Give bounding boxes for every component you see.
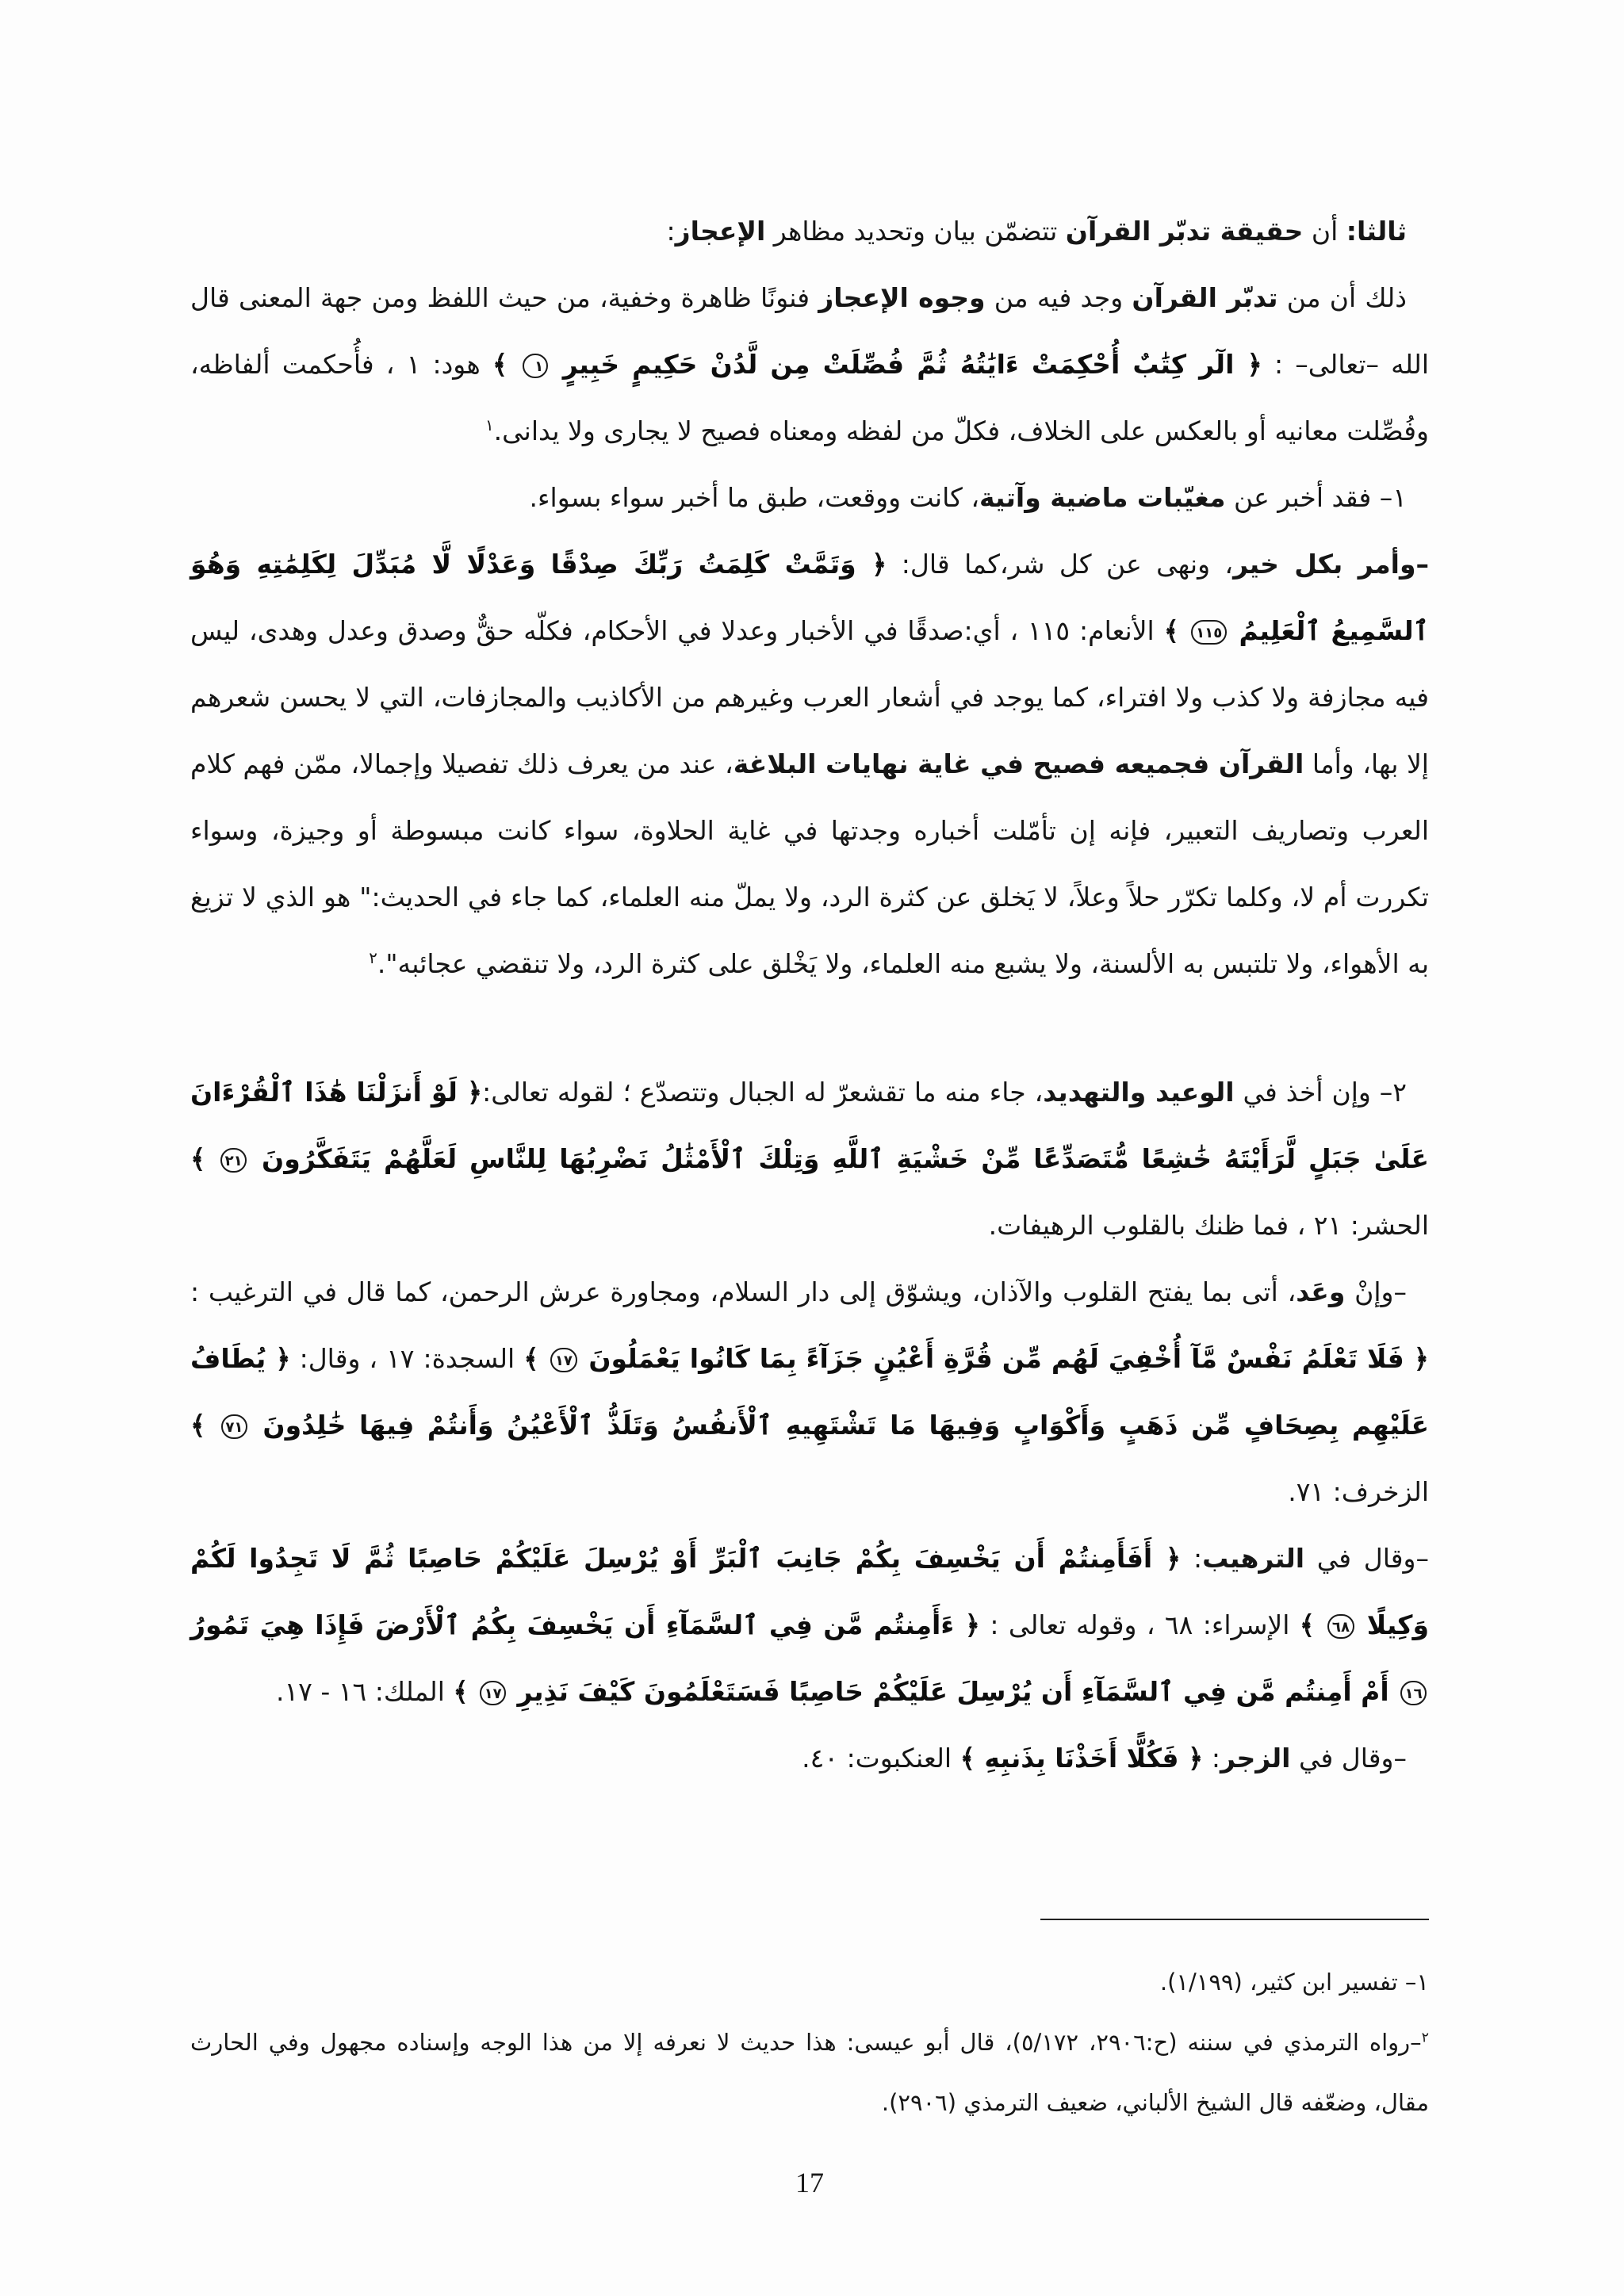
ayah-number-marker: ١١٥ xyxy=(1191,620,1226,645)
warning-paragraph xyxy=(190,1525,1429,1725)
quran-verse-text: ﴿ أَفَأَمِنتُمْ أَن يَخْسِفَ بِكُمْ جَانِبَ ٱلْبَرِّ أَوْ يُرْسِلَ عَلَيْكُمْ حَاصِبًا ثُمَّ لَا تَجِدُوا لَكُمْ وَكِيلًا xyxy=(190,1543,1429,1640)
body-text-run: ، ونهى عن كل شر،كما قال: xyxy=(887,549,1234,580)
quran-verse-text: أَمْ أَمِنتُم مَّن فِي ٱلسَّمَآءِ أَن يُرْسِلَ عَلَيْكُمْ حَاصِبًا فَسَتَعْلَمُونَ كَيْفَ نَذِيرِ xyxy=(508,1676,1399,1707)
ayah-number-marker: ١ xyxy=(523,354,548,379)
ayah-number-marker: ١٧ xyxy=(480,1681,506,1706)
body-text-run: ، عند من يعرف ذلك تفصيلا وإجمالا، ممّن فهم كلام العرب وتصاريف التعبير، فإنه إن تأمّلت أخباره وجدتها في غاية الحلاوة، سواء كانت مبسوطة أو وجيزة، وسواء تكررت أم لا، وكلما تكرّر حلاً وعلاً، لا يَخلق عن كثرة الرد، ولا يملّ منه العلماء، كما جاء في الحديث:" هو الذي لا تزيغ به الأهواء، ولا تلتبس به الألسنة، ولا يشبع منه العلماء، ولا يَخْلق على كثرة الرد، ولا تنقضي عجائبه". xyxy=(190,748,1429,979)
body-text-run: الملك: ١٦ - ١٧. xyxy=(275,1676,454,1707)
body-text-run: –وإنْ xyxy=(1345,1276,1407,1307)
body-text-run: –وقال في xyxy=(1290,1743,1407,1774)
promise-paragraph xyxy=(190,1259,1429,1525)
body-text-run: فنونًا ظاهرة وخفية، من حيث اللفظ ومن جهة المعنى قال الله –تعالى– : xyxy=(190,282,1429,380)
section-heading xyxy=(190,198,1429,265)
footnote-reference-marker: ٢ xyxy=(369,949,377,967)
body-text-run: : xyxy=(1203,1743,1220,1774)
emphasized-text: وعَد xyxy=(1296,1276,1346,1307)
emphasized-text: وجوه الإعجاز xyxy=(818,282,986,313)
quran-verse-text: ﴾ xyxy=(523,1343,549,1374)
body-text-run: : xyxy=(1181,1543,1203,1574)
quran-verse-text: ﴿ ءَأَمِنتُم مَّن فِي ٱلسَّمَآءِ أَن يَخْسِفَ بِكُمُ ٱلْأَرْضَ فَإِذَا هِيَ تَمُورُ xyxy=(190,1609,980,1640)
body-text-run: ١– فقد أخبر عن xyxy=(1225,482,1407,513)
body-text-run: تتضمّن بيان وتحديد مظاهر xyxy=(765,216,1066,247)
footnote-separator xyxy=(1040,1919,1429,1920)
body-text-run: الزخرف: ٧١. xyxy=(1288,1476,1429,1507)
emphasized-text: الإعجاز xyxy=(675,216,766,247)
point-1-paragraph xyxy=(190,465,1429,531)
body-text-run: الأنعام: ١١٥ ، أي:صدقًا في الأخبار وعدلا في الأحكام، فكلّه حقٌّ وصدق وعدل وهدى، ليس فيه مجازفة ولا كذب ولا افتراء، كما يوجد في أشعار العرب وغيرهم من الأكاذيب والمجازفات، التي لا يحسن شعرهم إلا بها، وأما xyxy=(190,615,1429,779)
emphasized-text: الترهيب xyxy=(1202,1543,1305,1574)
emphasized-text: مغيّبات ماضية وآتية xyxy=(979,482,1226,513)
emphasized-text: القرآن فجميعه فصيح في غاية نهايات البلاغة xyxy=(733,748,1304,779)
emphasized-text: تدبّر القرآن xyxy=(1132,282,1278,313)
footnote-reference-marker: ١ xyxy=(485,416,494,434)
body-text-run: ، جاء منه ما تقشعرّ له الجبال وتتصدّع ؛ لقوله تعالى: xyxy=(482,1077,1044,1108)
quran-verse-text: ﴾ xyxy=(1299,1609,1326,1640)
quran-verse-text: ﴿ فَلَا تَعْلَمُ نَفْسٌ مَّآ أُخْفِيَ لَهُم مِّن قُرَّةِ أَعْيُنٍ جَزَآءً بِمَا كَانُوا يَعْمَلُونَ xyxy=(579,1343,1430,1374)
footnotes-section xyxy=(190,1919,1429,2133)
quran-verse-text: ﴾ xyxy=(492,349,521,380)
body-text-run: ، أتى بما يفتح القلوب والآذان، ويشوّق إلى دار السلام، ومجاورة عرش الرحمن، كما قال في الترغيب : xyxy=(190,1276,1297,1307)
quran-verse-text: ﴾ xyxy=(453,1676,478,1707)
emphasized-text: الوعيد والتهديد xyxy=(1043,1077,1235,1108)
footnote-reference-marker: ٢ xyxy=(1421,2030,1430,2046)
quran-verse-text: ﴾ xyxy=(190,1410,219,1441)
quran-verse-text: ﴿ الٓر كِتَٰبٌ أُحْكِمَتْ ءَايَٰتُهُ ثُمَّ فُصِّلَتْ مِن لَّدُنْ حَكِيمٍ خَبِيرٍ xyxy=(550,349,1262,380)
body-text-run: ذلك أن من xyxy=(1277,282,1407,313)
main-body xyxy=(190,198,1429,1792)
body-text-run: ١– تفسير ابن كثير، (١/١٩٩). xyxy=(1159,1969,1429,1996)
quran-verse-text: ﴿ فَكُلًّا أَخَذْنَا بِذَنبِهِ ﴾ xyxy=(959,1743,1204,1774)
ayah-number-marker: ٧١ xyxy=(221,1414,247,1440)
body-text-run: العنكبوت: ٤٠. xyxy=(802,1743,960,1774)
ayah-number-marker: ١٦ xyxy=(1400,1681,1427,1706)
body-text-run: أن xyxy=(1303,216,1346,247)
point-2-paragraph xyxy=(190,1059,1429,1259)
body-text-run: –رواه الترمذي في سننه (ح:٢٩٠٦، ٥/١٧٢)، قال أبو عيسى: هذا حديث لا نعرفه إلا من هذا الوجه وإسناده مجهول وفي الحارث مقال، وضعّفه قال الشيخ الألباني، ضعيف الترمذي (٢٩٠٦). xyxy=(190,2029,1429,2116)
emphasized-text: الزجر xyxy=(1220,1743,1291,1774)
quran-verse-text: ﴾ xyxy=(190,1143,219,1174)
footnote-1 xyxy=(190,1952,1429,2012)
body-text-run: الإسراء: ٦٨ ، وقوله تعالى : xyxy=(979,1609,1300,1640)
body-text-run: وجد فيه من xyxy=(985,282,1132,313)
page-number: 17 xyxy=(795,2167,824,2198)
point-1-detail-paragraph xyxy=(190,531,1429,997)
quran-verse-text: ﴿ لَوْ أَنزَلْنَا هَٰذَا ٱلْقُرْءَانَ عَلَىٰ جَبَلٍ لَّرَأَيْتَهُ خَٰشِعًا مُّتَصَدِّعًا مِّنْ خَشْيَةِ ٱللَّهِ وَتِلْكَ ٱلْأَمْثَٰلُ نَضْرِبُهَا لِلنَّاسِ لَعَلَّهُمْ يَتَفَكَّرُونَ xyxy=(190,1077,1429,1174)
ayah-number-marker: ١٧ xyxy=(550,1348,576,1373)
quran-verse-text: ﴿ وَتَمَّتْ كَلِمَتُ رَبِّكَ صِدْقًا وَعَدْلًا لَّا مُبَدِّلَ لِكَلِمَٰتِهِ وَهُوَ ٱلسَّمِيعُ ٱلْعَلِيمُ xyxy=(190,549,1429,646)
body-text-run: هود: ١ ، فأُحكمت ألفاظه، وفُصِّلت معانيه أو بالعكس على الخلاف، فكلّ من لفظه ومعناه فصيح لا يجارى ولا يدانى. xyxy=(190,349,1429,446)
ayah-number-marker: ٢١ xyxy=(220,1148,247,1173)
body-text-run: الحشر: ٢١ ، فما ظنك بالقلوب الرهيفات. xyxy=(988,1210,1429,1241)
body-text-run: : xyxy=(666,216,676,247)
quran-verse-text: ﴾ xyxy=(1163,615,1189,646)
intro-paragraph xyxy=(190,265,1429,465)
body-text-run: –وقال في xyxy=(1304,1543,1429,1574)
ayah-number-marker: ٦٨ xyxy=(1327,1614,1354,1640)
body-text-run: ، كانت ووقعت، طبق ما أخبر سواء بسواء. xyxy=(529,482,980,513)
body-text-run: السجدة: ١٧ ، وقال: xyxy=(290,1343,524,1374)
quran-verse-text: ﴿ يُطَافُ عَلَيْهِم بِصِحَافٍ مِّن ذَهَبٍ وَأَكْوَابٍ وَفِيهَا مَا تَشْتَهِيهِ ٱلْأَنفُسُ وَتَلَذُّ ٱلْأَعْيُنُ وَأَنتُمْ فِيهَا خَٰلِدُونَ xyxy=(190,1343,1430,1441)
footnote-2 xyxy=(190,2012,1429,2133)
body-text-run: ٢– وإن أخذ في xyxy=(1234,1077,1407,1108)
emphasized-text: ثالثا: xyxy=(1346,216,1407,247)
rebuke-paragraph xyxy=(190,1725,1429,1792)
emphasized-text: –وأمر بكل خير xyxy=(1233,549,1429,580)
emphasized-text: حقيقة تدبّر القرآن xyxy=(1065,216,1304,247)
